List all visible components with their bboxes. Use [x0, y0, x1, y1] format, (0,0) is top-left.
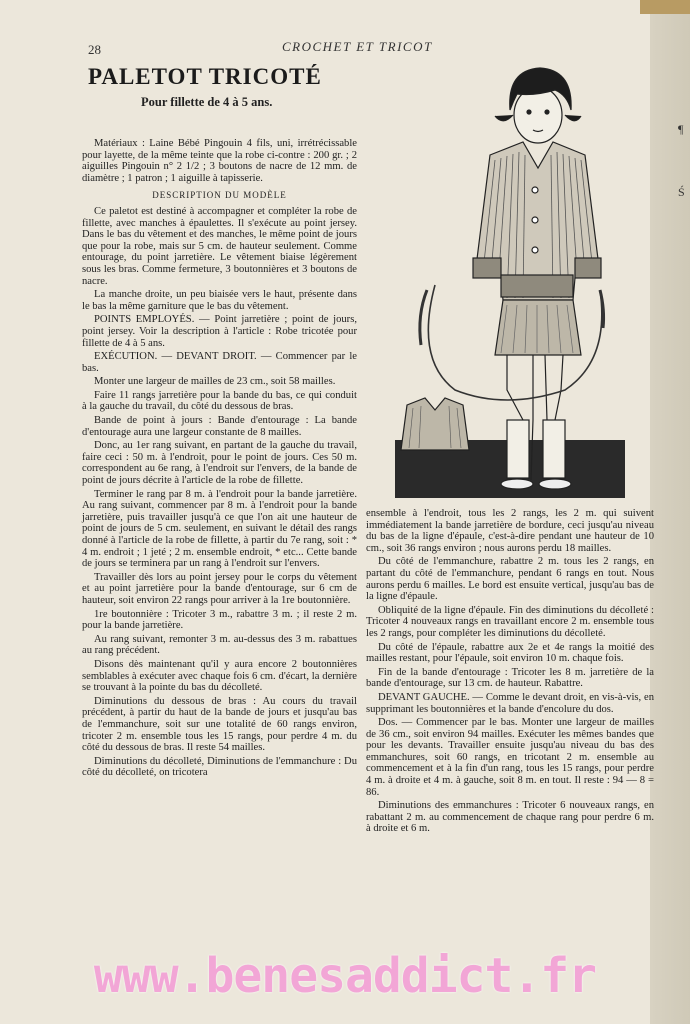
body-paragraph: Obliquité de la ligne d'épaule. Fin des diminutions du décolleté : Tricoter 4 nouveaux rangs en travaillant encore 2 m. ensemble tous les 2 rangs, pour compléter les diminutions du décolleté.	[366, 604, 654, 639]
body-paragraph: Dos. — Commencer par le bas. Monter une largeur de mailles de 36 cm., soit environ 94 mailles. Exécuter les mêmes bandes que pour les devants. Travailler ensuite jusqu'au niveau du bas des emmanchures, soit 60 rangs, en tricotant 2 m. ensemble au commencement et à la fin d'un rang, tous les 15 rangs, pour perdre 4 m. à droite et 4 m. à gauche, soit 8 m. en tout. Il reste : 94 — 8 = 86.	[366, 717, 654, 798]
text-column-right	[366, 508, 654, 837]
body-paragraph: Bande de point à jours : Bande d'entourage : La bande d'entourage aura une largeur constante de 8 mailles.	[82, 415, 357, 438]
body-paragraph: ensemble à l'endroit, tous les 2 rangs, les 2 m. qui suivent immédiatement la bande jarretière de bordure, ceci jusqu'au niveau du bas de la ligne d'épaule, c'est-à-dire pendant une hauteur de 10 cm., soit 36 rangs environ ; nous aurons perdu 18 mailles.	[366, 508, 654, 554]
materials-paragraph: Matériaux : Laine Bébé Pingouin 4 fils, uni, irrétrécissable pour layette, de la même teinte que la robe ci-contre : 200 gr. ; 2 aiguilles Pingouin n° 2 1/2 ; 3 boutons de nacre de 12 mm. de diamètre ; 1 patron ; 1 aiguille à tapisserie.	[82, 138, 357, 184]
body-paragraph: Diminutions des emmanchures : Tricoter 6 nouveaux rangs, en rabattant 2 m. au commencement de chaque rang pour perdre 6 m. à droite et 6 m.	[366, 800, 654, 835]
body-paragraph: Diminutions du décolleté, Diminutions de l'emmanchure : Du côté du décolleté, on tricotera	[82, 755, 357, 779]
running-head: CROCHET ET TRICOT	[282, 39, 433, 54]
section-heading: DESCRIPTION DU MODÈLE	[152, 190, 287, 201]
body-paragraph: Faire 11 rangs jarretière pour la bande du bas, ce qui conduit à la gauche du travail, du côté du dessous de bras.	[82, 389, 357, 413]
watermark: www.benesaddict.fr	[93, 948, 597, 1004]
body-paragraph: POINTS EMPLOYÉS. — Point jarretière ; point de jours, point jersey. Voir la description à l'article : Robe tricotée pour fillette de 4 à 5 ans.	[82, 314, 357, 349]
page-number: 28	[88, 42, 101, 57]
margin-mark: ¶	[678, 122, 684, 136]
body-paragraph: Du côté de l'épaule, rabattre aux 2e et 4e rangs la moitié des mailles restant, pour l'épaule, soit environ 10 m. chaque fois.	[366, 641, 654, 665]
girl-in-knitted-jacket-illustration	[395, 60, 630, 500]
page-title: PALETOT TRICOTÉ	[88, 64, 322, 89]
body-paragraph: DEVANT GAUCHE. — Comme le devant droit, en vis-à-vis, en supprimant les boutonnières et la bande d'encolure du dos.	[366, 691, 654, 715]
body-paragraph: Disons dès maintenant qu'il y aura encore 2 boutonnières semblables à exécuter avec chaque fois 6 cm. d'écart, la dernière se trouvant à la pointe du bas du décolleté.	[82, 658, 357, 694]
body-paragraph: Ce paletot est destiné à accompagner et compléter la robe de fillette, avec manches à épaulettes. Il s'exécute au point jersey. Dans le bas du vêtement et des manches, le même point de jours que pour la robe, mais sur 5 cm. de hauteur seulement. Comme entourage, du point jarretière. Le vêtement biaise légèrement sous les bras. Comme fermeture, 3 boutonnières et 3 boutons de nacre.	[82, 205, 357, 287]
body-paragraph: La manche droite, un peu biaisée vers le haut, présente dans le bas la même garniture que le bas du vêtement.	[82, 289, 357, 312]
body-paragraph: Du côté de l'emmanchure, rabattre 2 m. tous les 2 rangs, en partant du côté de l'emmanchure, pendant 6 rangs en tout. Nous aurons perdu 6 mailles. Le bord est ensuite vertical, jusqu'au bas de la ligne d'épaule.	[366, 556, 654, 603]
body-paragraph: Travailler dès lors au point jersey pour le corps du vêtement et au point jarretière pour la bande d'entourage, sur 6 cm de hauteur, soit environ 22 rangs pour arriver à la 1re boutonnière.	[82, 571, 357, 606]
body-paragraph: Donc, au 1er rang suivant, en partant de la gauche du travail, faire ceci : 50 m. à l'endroit, pour le point de jours. Ces 50 m. correspondent au 6e rang, à l'endroit sur l'envers, de la bande de point de jours décrite à l'article de la robe de fillette.	[82, 440, 357, 487]
body-paragraph: EXÉCUTION. — DEVANT DROIT. — Commencer par le bas.	[82, 351, 357, 374]
body-paragraph: Terminer le rang par 8 m. à l'endroit pour la bande jarretière. Au rang suivant, commencer par 8 m. à l'endroit pour la bande jarretière, puis travailler jusqu'à ce que l'on ait une hauteur de point de jours de 5 cm. seulement, en suivant le détail des rangs donné à l'article de la robe de fillette, à partir du 7e rang, soit : * 4 m. endroit ; 1 jeté ; 2 m. ensemble endroit, * etc... Cette bande de jours se terminera par un rang à l'endroit sur l'envers.	[82, 488, 357, 570]
body-paragraph: 1re boutonnière : Tricoter 3 m., rabattre 3 m. ; il reste 2 m. pour la bande jarretière.	[82, 608, 357, 632]
page-edge-tab	[640, 0, 690, 14]
page-subtitle: Pour fillette de 4 à 5 ans.	[141, 95, 273, 109]
margin-mark: Ś	[678, 185, 685, 199]
text-column-left	[82, 138, 357, 781]
body-paragraph: Monter une largeur de mailles de 23 cm., soit 58 mailles.	[94, 376, 336, 388]
body-paragraph: Fin de la bande d'entourage : Tricoter les 8 m. jarretière de la bande d'entourage, sur 13 cm. de hauteur. Rabattre.	[366, 666, 654, 690]
body-paragraph: Diminutions du dessous de bras : Au cours du travail précédent, à partir du haut de la bande de jours et jusqu'au bas de l'emmanchure, soit sur une totalité de 60 rangs environ, tricoter 2 m. ensemble tous les 15 rangs, pour perdre 4 m. du côté du dessous de bras. Il reste 54 mailles.	[82, 695, 357, 754]
body-paragraph: Au rang suivant, remonter 3 m. au-dessus des 3 m. rabattues au rang précédent.	[82, 633, 357, 657]
next-page-edge	[650, 0, 690, 1024]
